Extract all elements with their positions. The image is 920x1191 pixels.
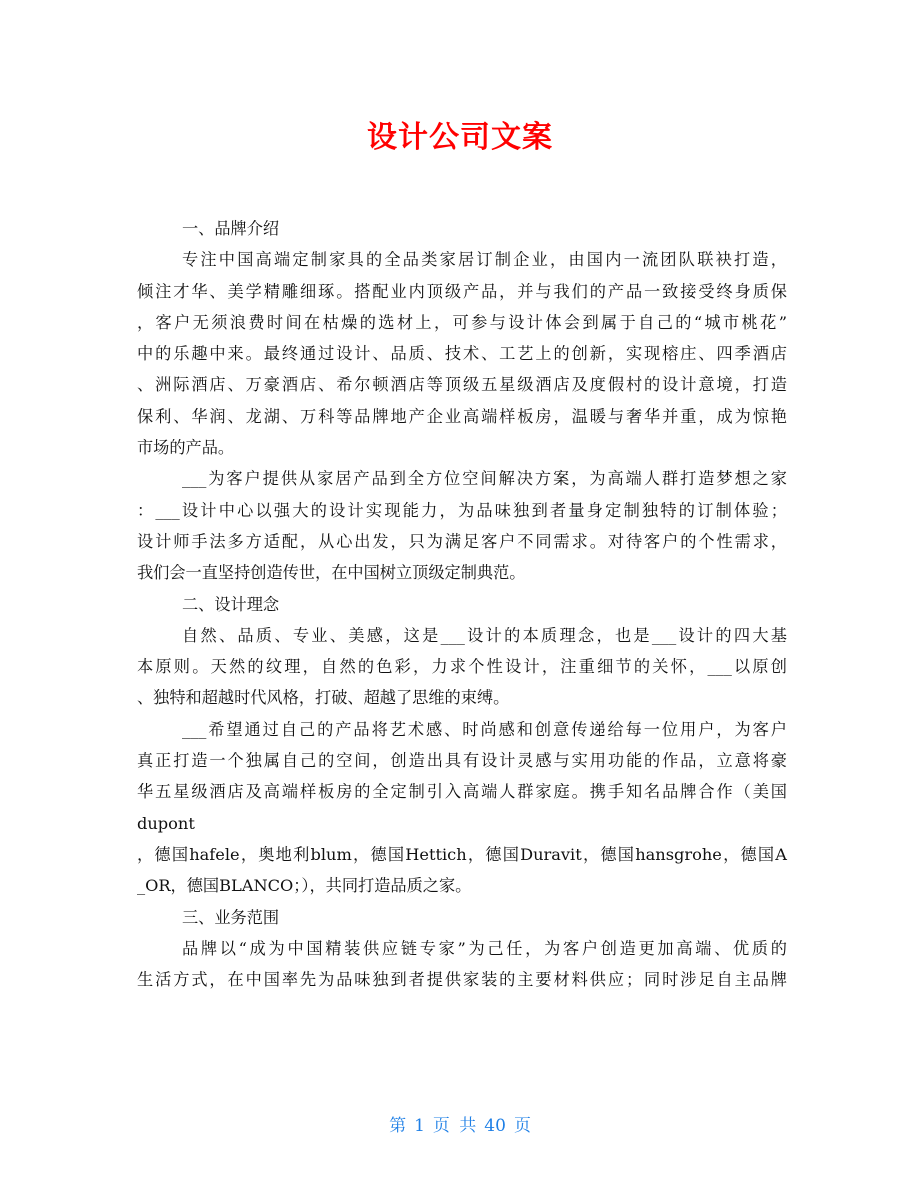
section-heading-brand-intro: 一、品牌介绍 <box>182 219 280 238</box>
paragraph-line: 生活方式，在中国率先为品味独到者提供家装的主要材料供应；同时涉足自主品牌 <box>137 970 787 990</box>
paragraph-line: ___为客户提供从家居产品到全方位空间解决方案，为高端人群打造梦想之家 <box>182 469 787 489</box>
page-of-label: 页 共 <box>432 1116 477 1136</box>
paragraph-line: ，德国hafele，奥地利blum，德国Hettich，德国Duravit，德国hansgrohe，德国A <box>137 844 787 864</box>
paragraph-line: 品牌以“成为中国精装供应链专家”为己任，为客户创造更加高端、优质的 <box>182 938 787 958</box>
paragraph-line: 自然、品质、专业、美感，这是___设计的本质理念，也是___设计的四大基 <box>182 625 787 645</box>
page-number-footer <box>0 1112 920 1140</box>
paragraph-line: 中的乐趣中来。最终通过设计、品质、技术、工艺上的创新，实现榕庄、四季酒店 <box>137 344 787 364</box>
page-label: 第 <box>389 1116 407 1136</box>
section-heading-design-concept: 二、设计理念 <box>182 594 280 614</box>
paragraph-line: 我们会一直坚持创造传世，在中国树立顶级定制典范。 <box>137 563 526 583</box>
paragraph-line: 本原则。天然的纹理，自然的色彩，力求个性设计，注重细节的关怀，___以原创 <box>137 657 787 677</box>
paragraph-line: 保利、华润、龙湖、万科等品牌地产企业高端样板房，温暖与奢华并重，成为惊艳 <box>137 406 787 426</box>
paragraph-line: ：___设计中心以强大的设计实现能力，为品味独到者量身定制独特的订制体验； <box>137 500 787 520</box>
paragraph-line: 专注中国高端定制家具的全品类家居订制企业，由国内一流团队联袂打造， <box>182 250 787 270</box>
paragraph-line: 华五星级酒店及高端样板房的全定制引入高端人群家庭。携手知名品牌合作（美国 <box>137 782 787 802</box>
paragraph-line: 倾注才华、美学精雕细琢。搭配业内顶级产品，并与我们的产品一致接受终身质保 <box>137 281 787 301</box>
current-page-number: 1 <box>414 1116 425 1136</box>
paragraph-line: 设计师手法多方适配，从心出发，只为满足客户不同需求。对待客户的个性需求， <box>137 531 787 551</box>
document-title: 设计公司文案 <box>367 120 553 155</box>
document-body <box>137 213 787 995</box>
paragraph-line: ，客户无须浪费时间在枯燥的选材上，可参与设计体会到属于自己的“城市桃花” <box>137 312 787 332</box>
paragraph-line: 市场的产品。 <box>137 438 235 458</box>
paragraph-line: 真正打造一个独属自己的空间，创造出具有设计灵感与实用功能的作品，立意将豪 <box>137 751 787 771</box>
paragraph-line: _OR，德国BLANCO；），共同打造品质之家。 <box>137 876 472 896</box>
total-pages-number: 40 <box>484 1116 506 1136</box>
paragraph-line: dupont <box>137 813 195 833</box>
pages-label: 页 <box>513 1116 531 1136</box>
paragraph-line: ___希望通过自己的产品将艺术感、时尚感和创意传递给每一位用户，为客户 <box>182 719 787 739</box>
paragraph-line: 、独特和超越时代风格，打破、超越了思维的束缚。 <box>137 688 510 708</box>
paragraph-line: 、洲际酒店、万豪酒店、希尔顿酒店等顶级五星级酒店及度假村的设计意境，打造 <box>137 375 787 395</box>
section-heading-business-scope: 三、业务范围 <box>182 907 280 927</box>
